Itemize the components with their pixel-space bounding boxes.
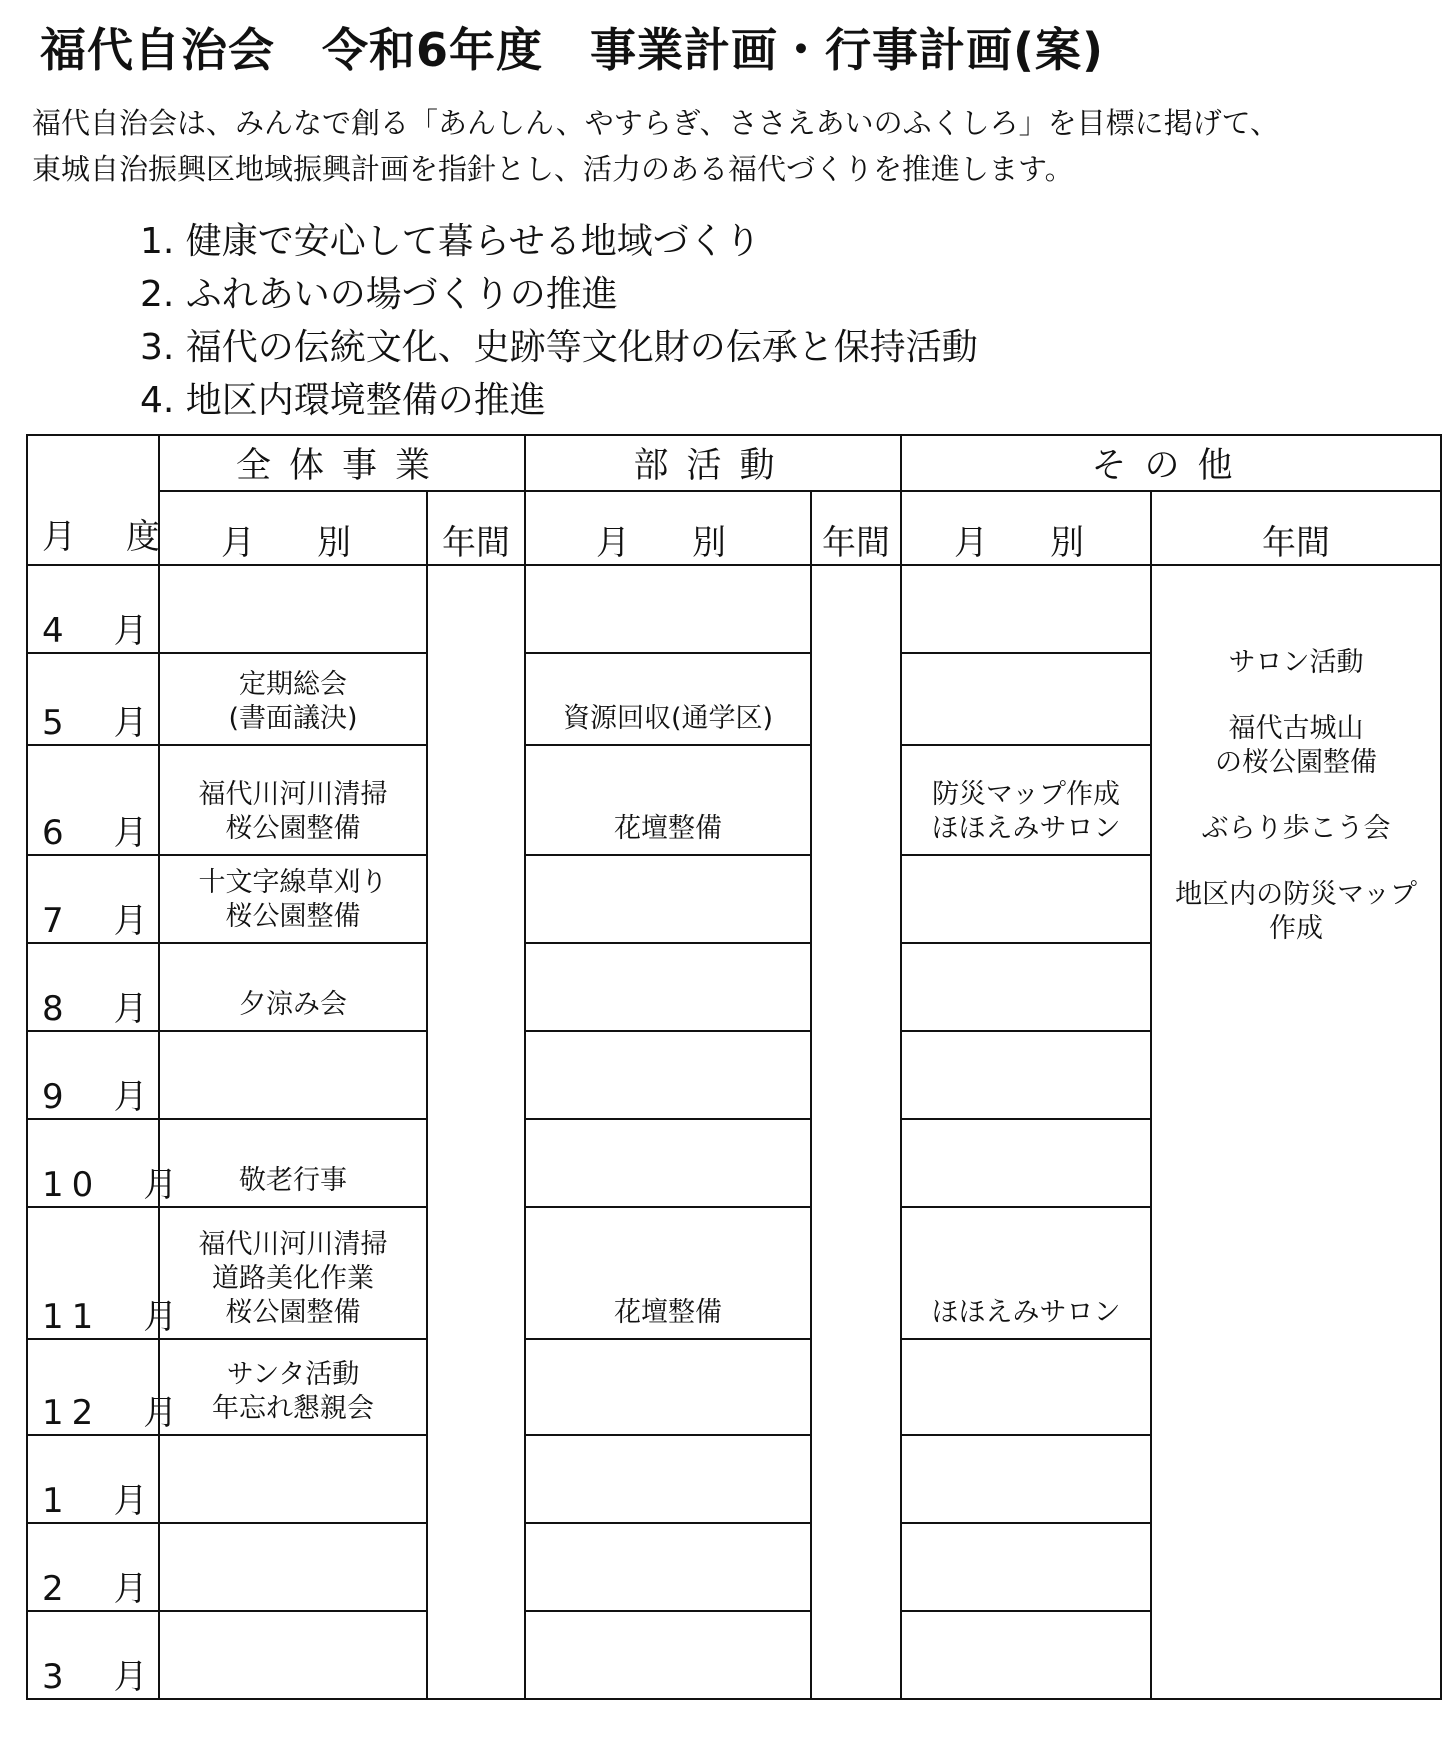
month-label: 8 月: [27, 943, 159, 1031]
cell-line: ほほえみサロン: [931, 1297, 1121, 1328]
month-header: 月 度: [27, 435, 159, 565]
group-header-club: 部活動: [525, 435, 901, 491]
other-monthly-cell: [901, 745, 1151, 855]
club-monthly-cell: [525, 1611, 811, 1699]
annual-item-line: 作成: [1269, 913, 1324, 944]
other-monthly-cell: [901, 1611, 1151, 1699]
month-label: 3 月: [27, 1611, 159, 1699]
club-monthly-cell: [525, 1339, 811, 1435]
club-monthly-cell: [525, 1119, 811, 1207]
club-monthly-cell: [525, 653, 811, 745]
annual-item: [1152, 878, 1440, 946]
cell-line: 十文字線草刈り: [198, 867, 388, 898]
club-monthly-cell: [525, 1207, 811, 1339]
cell-line: 資源回収(通学区): [562, 703, 774, 734]
club-monthly-cell: [525, 1031, 811, 1119]
overall-monthly-cell: [159, 1339, 427, 1435]
other-monthly-cell: [901, 1207, 1151, 1339]
club-monthly-header: 月 別: [525, 491, 811, 565]
goal-item: 3. 福代の伝統文化、史跡等文化財の伝承と保持活動: [140, 327, 978, 368]
other-monthly-cell: [901, 1119, 1151, 1207]
plan-table: [26, 434, 1442, 1700]
overall-monthly-cell: [159, 855, 427, 943]
month-label: 10 月: [27, 1119, 159, 1207]
overall-monthly-cell: [159, 1611, 427, 1699]
overall-monthly-cell: [159, 565, 427, 653]
annual-item: [1152, 812, 1440, 846]
group-header-overall: 全体事業: [159, 435, 525, 491]
club-monthly-cell: [525, 745, 811, 855]
intro-line: 東城自治振興区地域振興計画を指針とし、活力のある福代づくりを推進します。: [32, 152, 1074, 186]
annual-item-line: ぶらり歩こう会: [1201, 813, 1391, 844]
club-annual-header: 年間: [811, 491, 901, 565]
overall-monthly-cell: [159, 1207, 427, 1339]
goal-item: 2. ふれあいの場づくりの推進: [140, 274, 618, 315]
overall-monthly-cell: [159, 943, 427, 1031]
club-monthly-cell: [525, 565, 811, 653]
month-label: 5 月: [27, 653, 159, 745]
month-label: 9 月: [27, 1031, 159, 1119]
overall-monthly-cell: [159, 1031, 427, 1119]
intro-line: 福代自治会は、みんなで創る「あんしん、やすらぎ、ささえあいのふくしろ」を目標に掲げて、: [32, 106, 1280, 140]
cell-line: 桜公園整備: [225, 1297, 361, 1328]
cell-line: 道路美化作業: [212, 1263, 374, 1294]
cell-line: 敬老行事: [239, 1165, 347, 1196]
other-annual-cell: [1151, 565, 1441, 1699]
other-monthly-cell: [901, 1523, 1151, 1611]
annual-item-line: サロン活動: [1228, 647, 1364, 678]
overall-monthly-cell: [159, 653, 427, 745]
cell-line: 夕涼み会: [239, 989, 347, 1020]
other-annual-header: 年間: [1151, 491, 1441, 565]
cell-line: ほほえみサロン: [931, 813, 1121, 844]
month-label: 1 月: [27, 1435, 159, 1523]
other-monthly-cell: [901, 1435, 1151, 1523]
table-row: [27, 565, 1441, 653]
cell-line: サンタ活動: [226, 1359, 360, 1390]
overall-monthly-cell: [159, 1523, 427, 1611]
cell-line: 年忘れ懇親会: [212, 1393, 374, 1424]
cell-line: 定期総会: [239, 669, 347, 700]
club-monthly-cell: [525, 855, 811, 943]
club-monthly-cell: [525, 943, 811, 1031]
month-label: 4 月: [27, 565, 159, 653]
other-monthly-cell: [901, 653, 1151, 745]
month-label: 11 月: [27, 1207, 159, 1339]
cell-line: 桜公園整備: [225, 901, 361, 932]
overall-annual-header: 年間: [427, 491, 525, 565]
other-monthly-cell: [901, 1339, 1151, 1435]
cell-line: 福代川河川清掃: [198, 779, 388, 810]
cell-line: 防災マップ作成: [932, 779, 1120, 810]
other-monthly-cell: [901, 1031, 1151, 1119]
cell-line: 花壇整備: [614, 1297, 723, 1328]
cell-line: 花壇整備: [614, 813, 723, 844]
cell-line: (書面議決): [228, 703, 358, 734]
overall-monthly-cell: [159, 1119, 427, 1207]
club-annual-cell: [811, 565, 901, 1699]
annual-item-line: の桜公園整備: [1215, 747, 1378, 778]
intro-text: [32, 100, 1432, 192]
annual-item: [1152, 712, 1440, 780]
cell-line: 福代川河川清掃: [198, 1229, 388, 1260]
group-header-other: その他: [901, 435, 1441, 491]
other-monthly-cell: [901, 855, 1151, 943]
annual-item-line: 福代古城山: [1228, 713, 1364, 744]
page-title: 福代自治会 令和6年度 事業計画・行事計画(案): [40, 23, 1105, 77]
club-monthly-cell: [525, 1435, 811, 1523]
month-label: 12 月: [27, 1339, 159, 1435]
overall-monthly-cell: [159, 1435, 427, 1523]
club-monthly-cell: [525, 1523, 811, 1611]
cell-line: 桜公園整備: [225, 813, 361, 844]
month-label: 2 月: [27, 1523, 159, 1611]
other-monthly-cell: [901, 943, 1151, 1031]
overall-monthly-header: 月 別: [159, 491, 427, 565]
month-label: 7 月: [27, 855, 159, 943]
other-monthly-cell: [901, 565, 1151, 653]
month-label: 6 月: [27, 745, 159, 855]
annual-item-line: 地区内の防災マップ: [1175, 879, 1417, 910]
goal-item: 4. 地区内環境整備の推進: [140, 380, 546, 421]
other-monthly-header: 月 別: [901, 491, 1151, 565]
goals-list: [140, 215, 978, 427]
overall-annual-cell: [427, 565, 525, 1699]
annual-item: [1152, 646, 1440, 680]
overall-monthly-cell: [159, 745, 427, 855]
goal-item: 1. 健康で安心して暮らせる地域づくり: [140, 221, 761, 262]
